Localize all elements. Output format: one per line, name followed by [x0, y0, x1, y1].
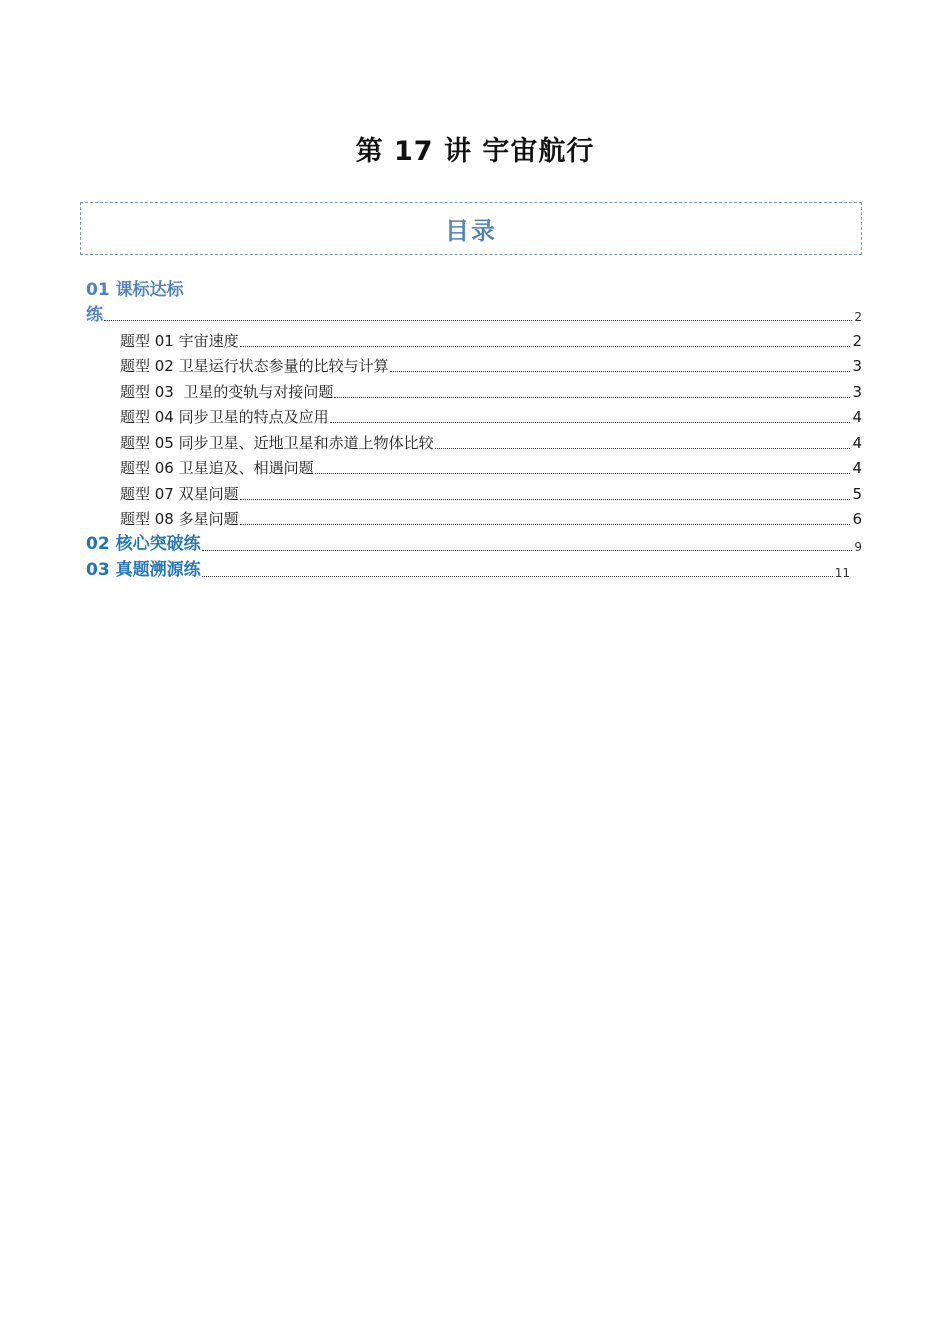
toc-item-label[interactable]: 题型 08 多星问题 [120, 510, 239, 528]
toc-section-01-row[interactable] [86, 302, 862, 326]
toc-page-number: 5 [852, 484, 862, 503]
toc-page-number: 3 [852, 357, 862, 375]
toc-item[interactable] [86, 505, 862, 531]
toc-item-label[interactable]: 题型 05 同步卫星、近地卫星和赤道上物体比较 [120, 433, 434, 452]
toc-page-number: 2 [854, 310, 862, 324]
toc-leader-dots [202, 575, 833, 577]
toc-page-number: 9 [854, 540, 862, 554]
toc-item-label[interactable]: 题型 07 双星问题 [120, 484, 239, 503]
toc-item[interactable] [86, 377, 862, 403]
toc-page-number: 11 [834, 566, 850, 580]
toc-item[interactable] [86, 326, 862, 352]
toc-section-02-label[interactable]: 02 核心突破练 [86, 534, 201, 554]
toc-leader-dots [330, 421, 851, 423]
toc-item-label[interactable]: 题型 04 同步卫星的特点及应用 [120, 408, 329, 426]
toc-leader-dots [315, 472, 851, 474]
toc-section-03[interactable] [86, 556, 862, 582]
toc-section-01-label-line1[interactable]: 01 课标达标 [86, 280, 184, 300]
toc-leader-dots [390, 370, 851, 372]
toc-page-number: 4 [852, 459, 862, 477]
toc-page-number: 3 [852, 382, 862, 401]
table-of-contents [86, 278, 862, 582]
toc-leader-dots [202, 549, 853, 551]
toc-page-number: 4 [852, 408, 862, 426]
toc-leader-dots [240, 345, 851, 347]
toc-section-02[interactable] [86, 530, 862, 556]
toc-leader-dots [435, 447, 851, 449]
toc-section-01-label-line2[interactable]: 练 [86, 305, 103, 325]
toc-item[interactable] [86, 352, 862, 378]
toc-leader-dots [240, 523, 851, 525]
toc-heading-box [80, 202, 862, 255]
toc-section-03-label[interactable]: 03 真题溯源练 [86, 560, 201, 580]
toc-page-number: 6 [852, 510, 862, 528]
toc-item[interactable] [86, 403, 862, 429]
toc-item-label[interactable]: 题型 02 卫星运行状态参量的比较与计算 [120, 357, 389, 375]
toc-leader-dots [104, 319, 852, 321]
page-title: 第 17 讲 宇宙航行 [355, 136, 595, 167]
toc-section-01[interactable] [86, 278, 862, 326]
toc-item[interactable] [86, 428, 862, 454]
toc-item[interactable] [86, 454, 862, 480]
toc-leader-dots [334, 396, 850, 398]
toc-leader-dots [240, 498, 851, 500]
toc-item-label[interactable]: 题型 03 卫星的变轨与对接问题 [120, 382, 334, 401]
toc-item-label[interactable]: 题型 06 卫星追及、相遇问题 [120, 459, 314, 477]
toc-item[interactable] [86, 479, 862, 505]
toc-page-number: 2 [852, 331, 862, 350]
toc-heading: 目录 [445, 217, 497, 245]
toc-page-number: 4 [852, 433, 862, 452]
toc-item-label[interactable]: 题型 01 宇宙速度 [120, 331, 239, 350]
